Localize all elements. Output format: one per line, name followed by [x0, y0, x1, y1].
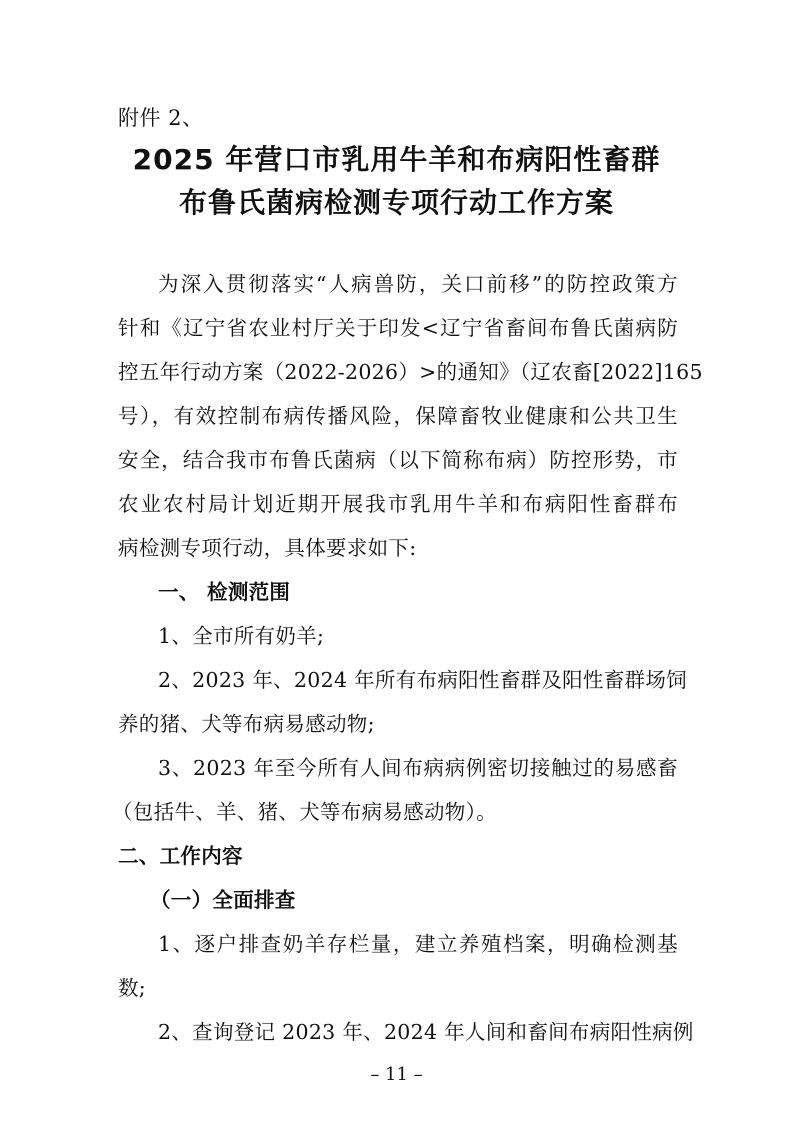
- intro-line-7: 病检测专项行动，具体要求如下:: [118, 536, 417, 560]
- intro-line-3: 控五年行动方案（2022-2026）>的通知》（辽农畜[2022]165: [118, 360, 703, 384]
- document-title-line-2: 布鲁氏菌病检测专项行动工作方案: [178, 186, 614, 219]
- intro-line-1: 为深入贯彻落实“人病兽防，关口前移”的防控政策方: [158, 272, 678, 296]
- work-item-2: 2、查询登记 2023 年、2024 年人间和畜间布病阳性病例: [158, 1020, 694, 1044]
- page-number: – 11 –: [370, 1064, 423, 1085]
- subsection-heading-survey: （一）全面排查: [150, 888, 296, 912]
- scope-item-2-cont: 养的猪、犬等布病易感动物;: [118, 712, 375, 736]
- scope-item-3: 3、2023 年至今所有人间布病病例密切接触过的易感畜: [158, 756, 678, 780]
- intro-line-4: 号），有效控制布病传播风险，保障畜牧业健康和公共卫生: [118, 404, 678, 428]
- document-title-line-1: 2025 年营口市乳用牛羊和布病阳性畜群: [132, 143, 661, 176]
- attachment-label: 附件 2、: [118, 106, 204, 130]
- scope-item-2: 2、2023 年、2024 年所有布病阳性畜群及阳性畜群场饲: [158, 668, 687, 692]
- scope-item-3-cont: （包括牛、羊、猪、犬等布病易感动物）。: [112, 800, 497, 824]
- intro-line-2: 针和《辽宁省农业村厅关于印发<辽宁省畜间布鲁氏菌病防: [118, 316, 678, 340]
- intro-line-5: 安全，结合我市布鲁氏菌病（以下简称布病）防控形势，市: [118, 448, 678, 472]
- work-item-1-cont: 数;: [118, 976, 147, 1000]
- scope-item-1: 1、全市所有奶羊;: [158, 624, 325, 648]
- work-item-1: 1、逐户排查奶羊存栏量，建立养殖档案，明确检测基: [158, 932, 678, 956]
- section-heading-work: 二、工作内容: [118, 844, 243, 868]
- section-heading-scope: 一、 检测范围: [158, 580, 291, 604]
- intro-line-6: 农业农村局计划近期开展我市乳用牛羊和布病阳性畜群布: [118, 492, 678, 516]
